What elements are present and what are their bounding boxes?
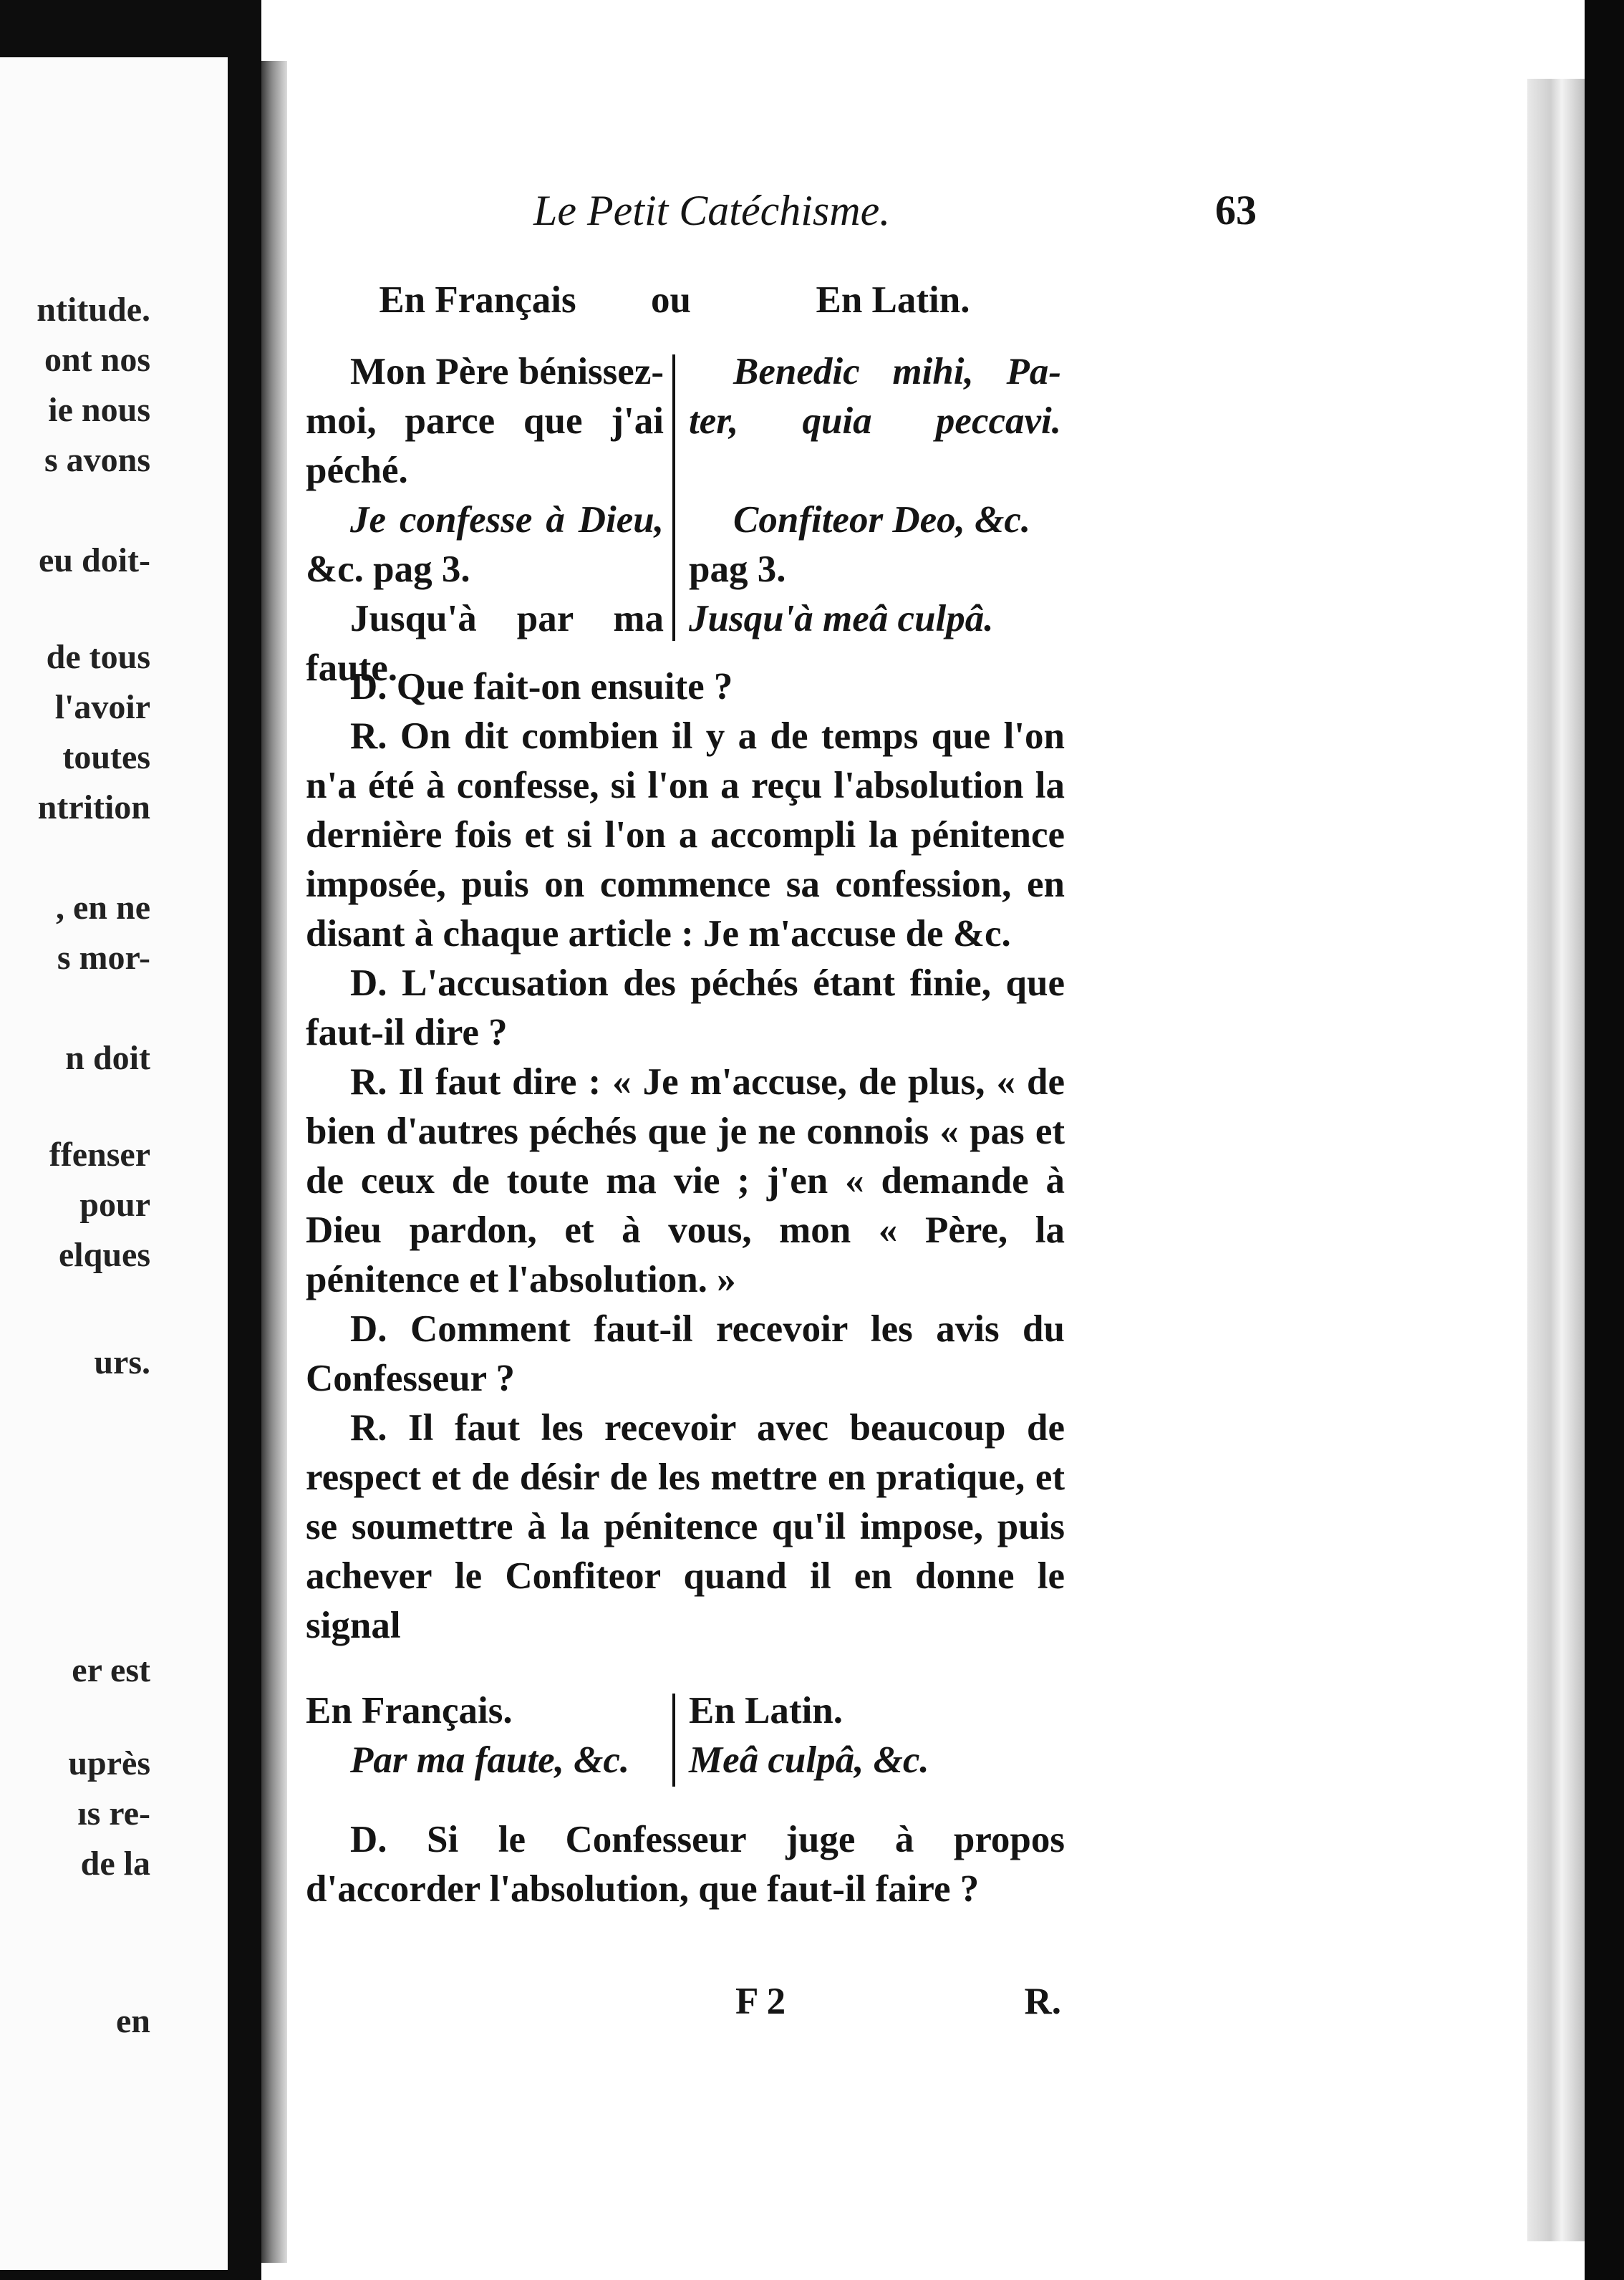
left-fragment: l'avoir [54, 688, 150, 726]
left-fragment: ıs re- [77, 1794, 150, 1832]
table1-headings [306, 276, 1061, 326]
paragraph: R. Il faut dire : « Je m'accuse, de plus, « de bien d'autres péchés que je ne connois « pas et de ceux de toute ma vie ; j'en « demande à Dieu pardon, et à vous, mon « Père, la pénitence et l'absolution. » [306, 1061, 1065, 1300]
previous-page-fragment [0, 57, 228, 2270]
left-fragment: ntrition [37, 788, 150, 826]
left-fragment: eu doit- [39, 541, 150, 579]
table1-left-line: Jusqu'à par ma faute. [306, 598, 664, 689]
paragraph: D. Comment faut-il recevoir les avis du Confesseur ? [306, 1308, 1065, 1399]
table2-left-column [306, 1686, 664, 1785]
table2-right-heading: En Latin. [689, 1690, 844, 1731]
table2-right-line: Meâ culpâ, &c. [689, 1739, 929, 1781]
table2-divider [672, 1694, 675, 1787]
paragraph: D. L'accusation des péchés étant finie, que faut-il dire ? [306, 962, 1065, 1053]
left-fragment: , en ne [56, 889, 150, 927]
scan-background-right [1585, 0, 1624, 2280]
table1-right-heading: En Latin. [816, 279, 970, 321]
left-fragment: pour [79, 1186, 150, 1224]
table1-right-line: ter, quia peccavi. [689, 400, 1061, 442]
left-fragment: en [116, 2002, 150, 2040]
table1-or: ou [651, 279, 691, 321]
table2-left-line: Par ma faute, &c. [350, 1739, 630, 1781]
table1-right-line: Confiteor Deo, &c. [733, 499, 1031, 541]
table1-divider [672, 354, 675, 641]
left-fragment: urs. [94, 1343, 150, 1381]
page-gutter [261, 61, 287, 2263]
left-fragment: de tous [46, 638, 150, 676]
signature-mark: F 2 [735, 1981, 786, 2022]
paragraph: R. Il faut les recevoir avec beaucoup de respect et de désir de les mettre en pratique, et se soumettre à la pénitence qu'il impose, puis achever le Confiteor quand il en donne le signal [306, 1407, 1065, 1646]
left-fragment: er est [72, 1651, 150, 1689]
left-fragment: toutes [62, 738, 150, 776]
final-paragraph-block [306, 1815, 1065, 1914]
catchword: R. [1024, 1981, 1061, 2022]
paragraph: D. Si le Confesseur juge à propos d'accorder l'absolution, que faut-il faire ? [306, 1819, 1065, 1910]
paragraph: D. Que fait-on ensuite ? [350, 666, 733, 707]
table2-left-heading: En Français. [306, 1690, 513, 1731]
page-edges [1527, 79, 1585, 2241]
paragraph: R. On dit combien il y a de temps que l'on n'a été à confesse, si l'on a reçu l'absolution la dernière fois et si l'on a accompli la pénitence imposée, puis on commence sa confession, en disant à chaque article : Je m'accuse de &c. [306, 715, 1065, 955]
left-fragment: ont nos [44, 341, 150, 379]
table1-right-line: Jusqu'à meâ culpâ. [689, 598, 994, 639]
left-fragment: de la [80, 1845, 150, 1883]
left-fragment: s mor- [57, 939, 150, 977]
table1-right-line: pag 3. [689, 549, 786, 590]
left-fragment: ntitude. [37, 291, 150, 329]
left-fragment: elques [58, 1236, 150, 1274]
page-footer [306, 1980, 1061, 2030]
left-fragment: n doit [65, 1039, 150, 1077]
table1-left-line: Je confesse à Dieu, [350, 499, 664, 541]
table1-right-column [689, 347, 1061, 644]
table1-left-line: moi, parce que j'ai [306, 400, 664, 442]
left-fragment: ie nous [48, 391, 150, 429]
running-title: Le Petit Catéchisme. [533, 187, 891, 234]
book-page [261, 61, 1507, 2263]
page-number: 63 [1215, 187, 1257, 233]
left-fragment: ffenser [49, 1136, 150, 1174]
table1-left-line: péché. [306, 450, 408, 491]
left-fragment: uprès [68, 1744, 150, 1782]
table2-right-column [689, 1686, 1061, 1785]
table1-left-column [306, 347, 664, 693]
table2 [306, 1686, 1061, 1787]
running-header [533, 186, 1257, 243]
table1-right-line: Benedic mihi, Pa- [733, 351, 1061, 392]
table1-left-line: &c. pag 3. [306, 549, 470, 590]
table1-left-line: Mon Père bénissez- [350, 351, 664, 392]
table1-right-line [689, 446, 1061, 496]
left-fragment: s avons [44, 441, 150, 479]
body-text [306, 662, 1065, 1651]
table1-left-heading: En Français [379, 279, 576, 321]
